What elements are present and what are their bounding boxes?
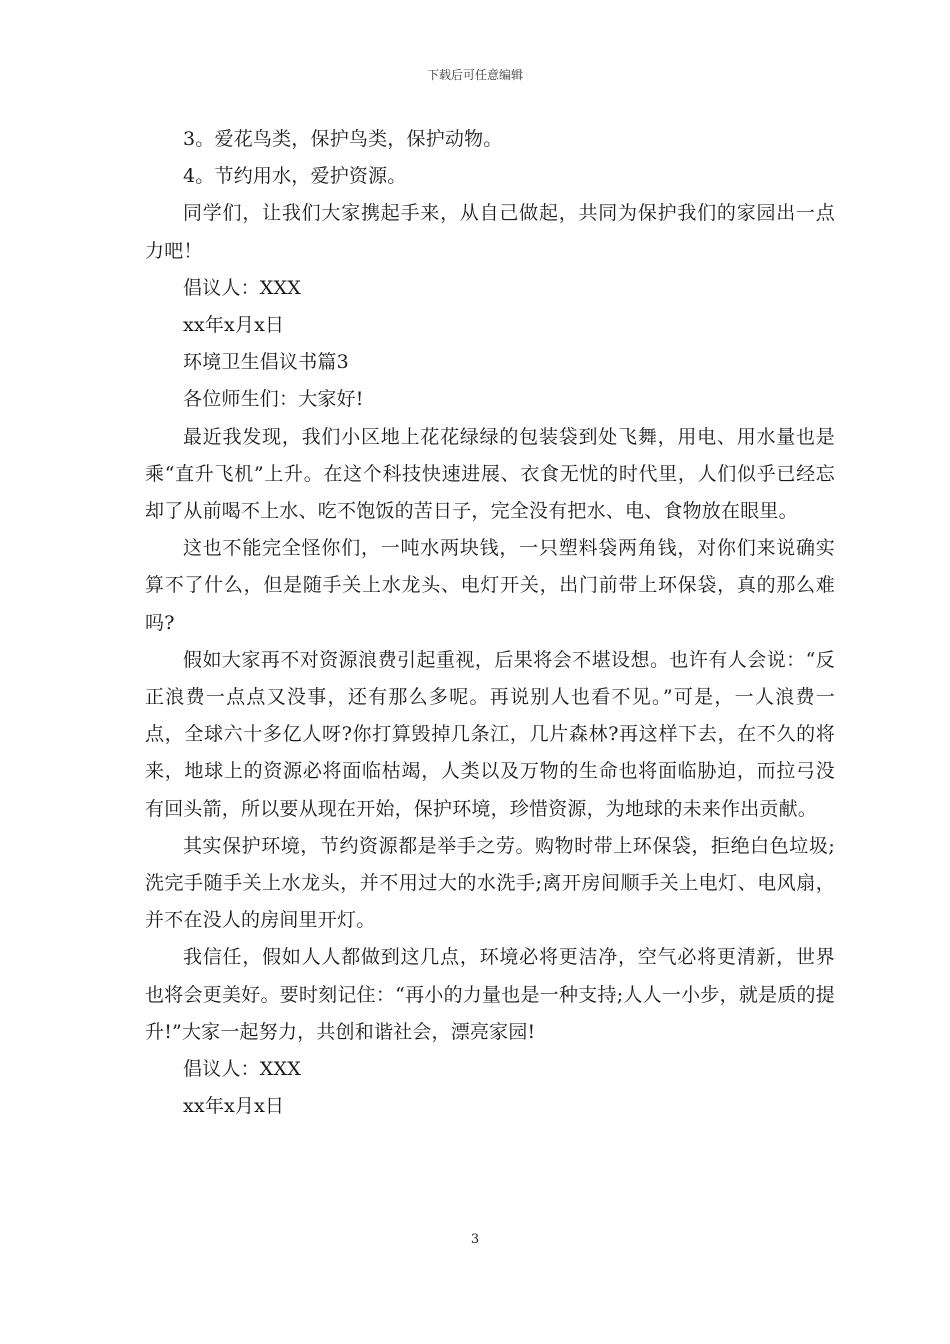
list-item-4: 4。节约用水，爱护资源。 (183, 165, 407, 188)
date-line: xx年x月x日 (183, 314, 285, 337)
body-paragraph: 其实保护环境，节约资源都是举手之劳。购物时带上环保袋，拒绝白色垃圾;洗完手随手关上水龙头，并不用过大的水洗手;离开房间顺手关上电灯、电风扇，并不在没人的房间里开灯。 (145, 834, 835, 932)
signature-line: 倡议人：XXX (183, 276, 301, 299)
list-item-3: 3。爱花鸟类，保护鸟类，保护动物。 (183, 128, 503, 150)
body-paragraph: 最近我发现，我们小区地上花花绿绿的包装袋到处飞舞，用电、用水量也是乘“直升飞机”上升。在这个科技快速进展、衣食无忧的时代里，人们似乎已经忘却了从前喝不上水、吃不饱饭的苦日子，完全没有把水、电、食物放在眼里。 (145, 425, 835, 523)
date-line: xx年x月x日 (183, 1095, 285, 1118)
body-paragraph: 这也不能完全怪你们，一吨水两块钱，一只塑料袋两角钱，对你们来说确实算不了什么，但是随手关上水龙头、电灯开关，出门前带上环保袋，真的那么难吗? (145, 537, 835, 634)
closing-paragraph: 同学们，让我们大家携起手来，从自己做起，共同为保护我们的家园出一点力吧！ (145, 202, 835, 262)
salutation: 各位师生们：大家好! (183, 388, 364, 411)
header-note: 下载后可任意编辑 (426, 68, 523, 82)
document-body (145, 121, 835, 1125)
body-paragraph: 假如大家再不对资源浪费引起重视，后果将会不堪设想。也许有人会说：“反正浪费一点点又没事，还有那么多呢。再说别人也看不见。”可是，一人浪费一点，全球六十多亿人呀?你打算毁掉几条江，几片森林?再这样下去，在不久的将来，地球上的资源必将面临枯竭，人类以及万物的生命也将面临胁迫，而拉弓没有回头箭，所以要从现在开始，保护环境，珍惜资源，为地球的未来作出贡献。 (145, 648, 835, 820)
section-title: 环境卫生倡议书篇3 (183, 351, 349, 374)
body-paragraph: 我信任，假如人人都做到这几点，环境必将更洁净，空气必将更清新，世界也将会更美好。要时刻记住：“再小的力量也是一种支持;人人一小步，就是质的提升!”大家一起努力，共创和谐社会，漂亮家园! (145, 946, 835, 1043)
signature-line: 倡议人：XXX (183, 1058, 301, 1081)
page-number: 3 (470, 1232, 480, 1247)
